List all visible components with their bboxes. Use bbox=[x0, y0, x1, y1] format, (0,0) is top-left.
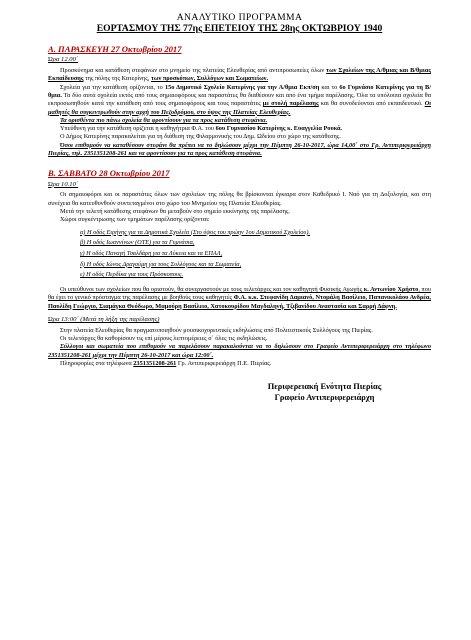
route-item: δ) Η οδός Ιώνος Δραγούμη για τους Συλλόγους και τα Σωματεία, bbox=[80, 260, 242, 268]
text-span: Υπεύθυνη για την κατάθεση ορίζεται η καθηγήτρια Φ.Α. του bbox=[60, 125, 216, 133]
section-b-paragraph-7: Σύλλογοι και σωματεία που επιθυμούν να παρελάσουν παρακαλούνται να το δηλώσουν στο Γραφείο Αντιπεριφερειάρχη στο τηλέφωνο 2351351208-261 μέχρι την Πέμπτη 26-10-2017 και ώρα 12:00΄. bbox=[48, 343, 431, 359]
section-b-heading: Β. ΣΑΒΒΑΤΟ 28 Οκτωβρίου 2017 bbox=[48, 168, 170, 179]
section-b-paragraph-6: Οι τελετάρχες θα καθορίσουν τις επί μέρους λεπτομέρειες σ΄ όλες τις εκδηλώσεις. bbox=[60, 334, 268, 342]
section-a-paragraph-1 bbox=[48, 67, 431, 84]
text-span: Σχολεία για την κατάθεση ορίζονται, το bbox=[60, 83, 165, 91]
text-span: κ. Αντωνίου Χρήστο bbox=[363, 286, 419, 294]
text-span: της πόλης της Κατερίνης, bbox=[83, 75, 151, 83]
text-span: των προσκόπων, Συλλόγων και Σωματείων. bbox=[150, 75, 269, 83]
section-a-paragraph-2 bbox=[48, 84, 431, 117]
text-span: και θα συνοδεύονται από εκπαιδευτικό. bbox=[318, 100, 425, 108]
section-b-paragraph-2: Μετά την τελετή κατάθεσης στεφάνων θα μεταβούν στο σημείο εκκίνησης της παρέλασης. bbox=[60, 208, 290, 216]
route-item: ε) Η οδός Περδίκα για τους Πρόσκοπους. bbox=[80, 271, 184, 279]
section-a-paragraph-3: Τα ορισθέντα πιο πάνω σχολεία θα φροντίσουν για τα προς κατάθεση στεφάνια. bbox=[60, 116, 268, 124]
section-b-time: Ώρα 10.10΄ bbox=[48, 180, 79, 188]
signature-line-1: Περιφερειακή Ενότητα Πιερίας bbox=[267, 382, 382, 392]
section-a-heading: Α. ΠΑΡΑΣΚΕΥΗ 27 Οκτωβρίου 2017 bbox=[48, 44, 182, 55]
text-span: Πληροφορίες στα τηλέφωνα bbox=[60, 359, 134, 367]
text-span: των Σχολείων της Α/θμιας και Β/θμιας Εκπαίδευσης bbox=[48, 67, 431, 83]
spacer bbox=[48, 311, 431, 315]
text-span: με στολή παρέλασης bbox=[262, 100, 319, 108]
signature-block bbox=[218, 382, 431, 403]
text-span: Προσκύνημα και κατάθεση στεφάνων στο μνημείο της πλατείας Ελευθερίας από αντιπροσωπείες όλων bbox=[60, 67, 327, 75]
section-a-paragraph-4 bbox=[48, 125, 431, 133]
text-span: Οι υπεύθυνοι των σχολείων που θα οριστούν, θα συνεργαστούν με τους τελετάρχες και τον καθηγητή Φυσικής Αγωγής bbox=[60, 286, 364, 294]
text-span: Τα δύο αυτά σχολεία εκτός από τους σημαιοφόρους και παραστάτες θα διαθέσουν και από ένα τμήμα παρέλασης. Όλα τα υπόλοιπα σχολεία θα εκπροσωπηθούν κατά την κατάθεση από τους σημαιοφόρους και τους παραστάτες bbox=[48, 92, 431, 108]
text-span: 2351351208-261 bbox=[133, 359, 177, 367]
section-a-paragraph-5: Ο Δήμος Κατερίνης παρακαλείται για τη διάθεση της Φιλαρμονικής του Δημ. Ωδείου στο χώρο της κατάθεσης. bbox=[60, 133, 341, 141]
text-span: 6ο Γυμνάσιο Κατερίνης για τη Β/θμια. bbox=[48, 83, 431, 99]
text-span: Φ.Α. κ.κ. Στεφανίδη Δαμιανό, Ντομάλη Βασίλειο, Παπανικολάου Ανδρέα, Παυλίδη Γεώργιο, Σιαμάγκα Θεόδωρο, Μαμούρη Βασίλειο, Χατοκουρίδου Μαγδαληνή, Τζιβανίδου Αναστασία και Σαρρή Δάφνη. bbox=[48, 294, 431, 310]
text-span: και το bbox=[319, 83, 340, 91]
section-b-paragraph-3: Χώροι συγκέντρωσης των τμημάτων παρέλασης ορίζονται: bbox=[60, 216, 210, 224]
section-a-time: Ώρα 12.00΄ bbox=[48, 56, 79, 64]
text-span: Γρ. Αντιπεριφερειάρχη Π.Ε. Πιερίας. bbox=[176, 359, 272, 367]
document-title bbox=[48, 12, 431, 34]
title-line-2: ΕΟΡΤΑΣΜΟΥ ΤΗΣ 77ης ΕΠΕΤΕΙΟΥ ΤΗΣ 28ης ΟΚΤΩΒΡΙΟΥ 1940 bbox=[96, 23, 383, 35]
signature-line-2: Γραφείο Αντιπεριφερειάρχη bbox=[274, 392, 375, 402]
section-b-paragraph-8 bbox=[48, 360, 431, 368]
section-b-time-2: Ώρα 13:00΄ (Μετά τη λήξη της παρέλασης) bbox=[48, 315, 160, 323]
route-item: β) Η οδός Ιωαννίνων (ΟΤΕ) για τα Γυμνάσια, bbox=[80, 239, 195, 247]
section-b-paragraph-5: Στην πλατεία Ελευθερίας θα πραγματοποιηθούν μουσικοχορευτικές εκδηλώσεις από Πολιτιστικούς Συλλόγους της Πιερίας. bbox=[60, 326, 373, 334]
section-b-paragraph-1: Οι σημαιοφόροι και οι παραστάτες όλων των σχολείων της πόλης θα βρίσκονται έγκαιρα στον Καθεδρικό Ι. Ναό για τη Δοξολογία, και στη συνέχεια θα κατευθυνθούν συντεταγμένοι στο χώρο του Μνημείου της Πλατεία Ελευθερίας. bbox=[48, 191, 431, 207]
text-span: Οι μαθητές θα συγκεντρωθούν στην αρχή του Πεζοδρόμου, στο ύψος της Πλατείας Ελευθερίας. bbox=[48, 100, 431, 116]
section-a-paragraph-6: Όσοι επιθυμούν να καταθέσουν στεφάνι θα πρέπει να το δηλώσουν μέχρι την Πέμπτη 26-10-2017, ώρα 14,00΄ στο Γρ. Αντιπεριφερειάρχη Πιερίας, τηλ. 2351351208-261 και να φροντίσουν για τα προς κατάθεση στεφάνια. bbox=[48, 141, 431, 158]
text-span: , που θα έχει το γενικό πρόσταγμα της παρέλασης με βοηθούς τους καθηγητές bbox=[48, 286, 432, 302]
text-span: 15ο Δημοτικό Σχολείο Κατερίνης για την Α/θμια Εκπ/ση bbox=[164, 83, 320, 91]
text-span: 6ου Γυμνασίου Κατερίνης κ. Ευαγγελία Ρουκά. bbox=[215, 125, 343, 133]
section-b-paragraph-4 bbox=[48, 286, 431, 311]
route-item: γ) Η οδός Παναγή Τσαλδάρη για τα Λύκεια και τα ΕΠΑΛ, bbox=[80, 249, 223, 257]
title-line-1: ΑΝΑΛΥΤΙΚΟ ΠΡΟΓΡΑΜΜΑ bbox=[176, 12, 303, 23]
route-item: α) Η οδός Ειρήνης για τα Δημοτικά Σχολεία (Στο ύψος του πρώην 1ου Δημοτικού Σχολείου). bbox=[80, 228, 310, 236]
